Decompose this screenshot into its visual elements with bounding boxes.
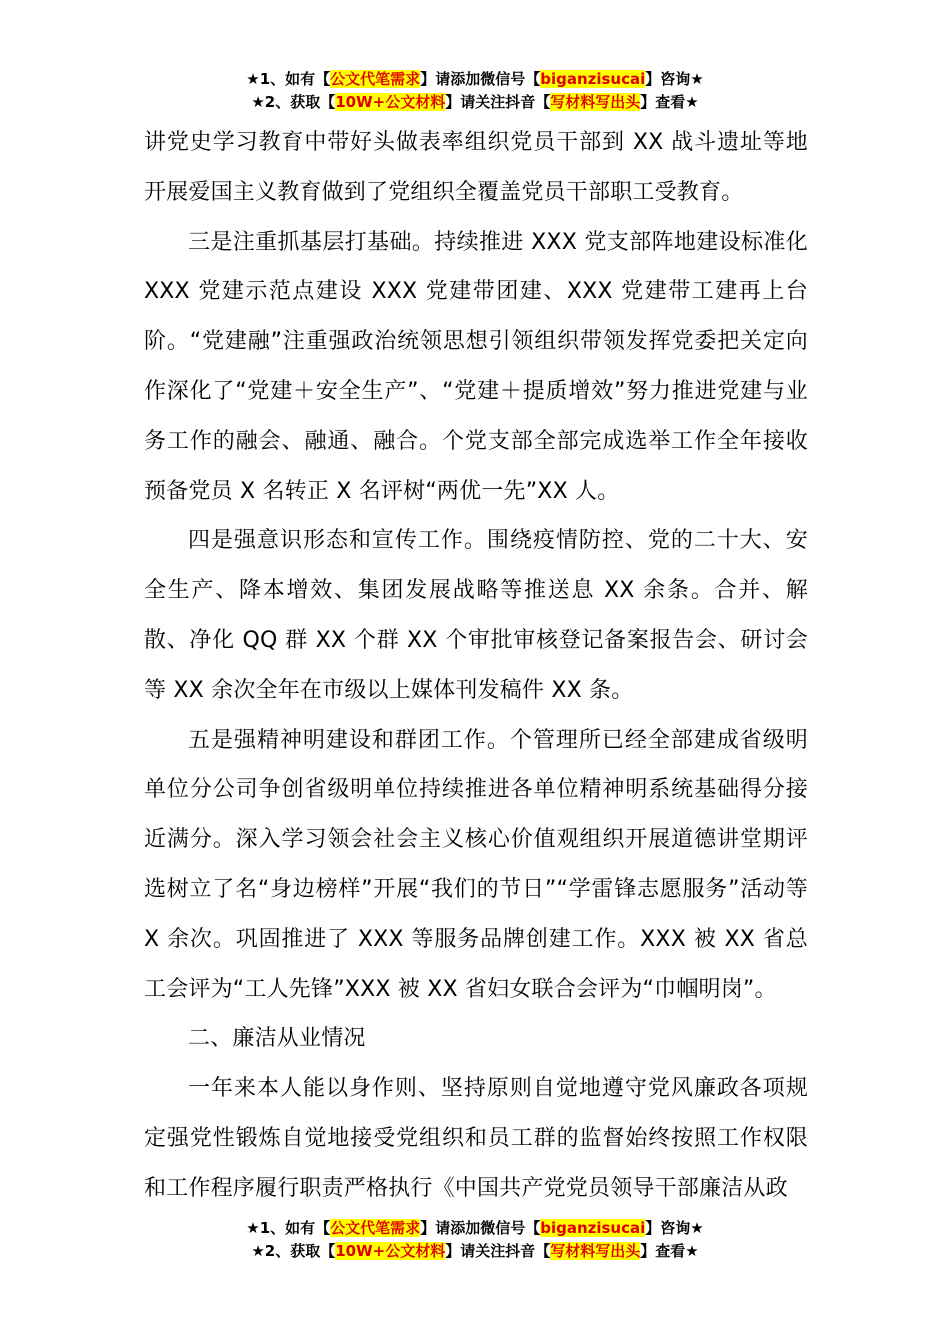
- banner-line-1: ★1、如有【公文代笔需求】请添加微信号【biganzisucai】咨询★: [246, 1219, 704, 1237]
- highlight-douyin: 写材料写出头: [550, 1242, 641, 1260]
- banner-line-1: ★1、如有【公文代笔需求】请添加微信号【biganzisucai】咨询★: [246, 70, 704, 88]
- paragraph-grassroots: 三是注重抓基层打基础。持续推进 XXX 党支部阵地建设标准化 XXX 党建示范点建设 XXX 党建带团建、XXX 党建带工建再上台阶。“党建融”注重强政治统领思想引领组织带领发挥党委把关定向作深化了“党建＋安全生产”、“党建＋提质增效”努力推进党建与业务工作的融会、融通、融合。个党支部全部完成选举工作全年接收预备党员 X 名转正 X 名评树“两优一先”XX 人。: [144, 229, 808, 504]
- highlight-service: 公文代笔需求: [330, 70, 421, 88]
- paragraph-continuation: 讲党史学习教育中带好头做表率组织党员干部到 XX 战斗遗址等地开展爱国主义教育做到了党组织全覆盖党员干部职工受教育。: [144, 130, 808, 205]
- banner-line-2: ★2、获取【10W+公文材料】请关注抖音【写材料写出头】查看★: [251, 93, 699, 111]
- paragraph-civilization: 五是强精神明建设和群团工作。个管理所已经全部建成省级明单位分公司争创省级明单位持续推进各单位精神明系统基础得分接近满分。深入学习领会社会主义核心价值观组织开展道德讲堂期评选树立了名“身边榜样”开展“我们的节日”“学雷锋志愿服务”活动等 X 余次。巩固推进了 XXX 等服务品牌创建工作。XXX 被 XX 省总工会评为“工人先锋”XXX 被 XX 省妇女联合会评为“巾帼明岗”。: [144, 727, 808, 1002]
- banner-line-2: ★2、获取【10W+公文材料】请关注抖音【写材料写出头】查看★: [251, 1242, 699, 1260]
- highlight-service: 公文代笔需求: [330, 1219, 421, 1237]
- top-banner: [0, 68, 950, 114]
- section-heading-integrity: 二、廉洁从业情况: [188, 1026, 366, 1052]
- document-body: [144, 118, 808, 1214]
- highlight-wechat-id: biganzisucai: [540, 70, 646, 88]
- highlight-douyin: 写材料写出头: [550, 93, 641, 111]
- highlight-wechat-id: biganzisucai: [540, 1219, 646, 1237]
- highlight-materials: 10W+公文材料: [335, 93, 446, 111]
- highlight-materials: 10W+公文材料: [335, 1242, 446, 1260]
- paragraph-integrity: 一年来本人能以身作则、坚持原则自觉地遵守党风廉政各项规定强党性锻炼自觉地接受党组织和员工群的监督始终按照工作权限和工作程序履行职责严格执行《中国共产党党员领导干部廉洁从政: [144, 1076, 808, 1201]
- bottom-banner: [0, 1217, 950, 1263]
- paragraph-ideology: 四是强意识形态和宣传工作。围绕疫情防控、党的二十大、安全生产、降本增效、集团发展战略等推送息 XX 余条。合并、解散、净化 QQ 群 XX 个群 XX 个审批审核登记备案报告会、研讨会等 XX 余次全年在市级以上媒体刊发稿件 XX 条。: [144, 528, 808, 703]
